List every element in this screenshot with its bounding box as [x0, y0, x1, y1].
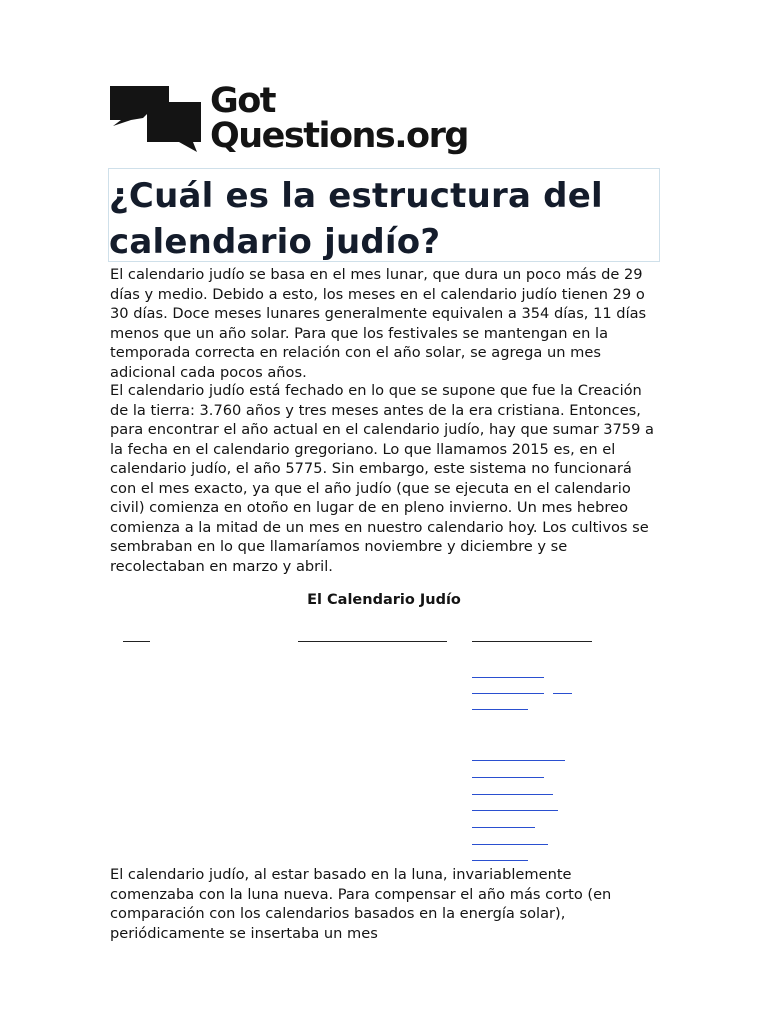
paragraph-3: El calendario judío, al estar basado en la luna, invariablemente comenzaba con la luna nueva. Para compensar el año más corto (en comparación con los calendarios basados en la energía solar), periódicamente se insertaba un mes: [110, 866, 612, 942]
link-underline[interactable]: [472, 709, 528, 710]
logo-line-questions: Questions.org: [210, 116, 468, 156]
link-underline[interactable]: [472, 810, 558, 811]
link-underline[interactable]: [472, 777, 544, 778]
logo-line-got: Got: [210, 81, 276, 121]
table-header-2: [298, 641, 447, 642]
link-underline[interactable]: [472, 677, 544, 678]
link-underline[interactable]: [472, 794, 553, 795]
table-header-1: [123, 641, 150, 642]
calendar-heading: El Calendario Judío: [307, 592, 461, 608]
table-header-3: [472, 641, 592, 642]
link-underline[interactable]: [472, 844, 548, 845]
page-title: ¿Cuál es la estructura del calendario judío?: [109, 176, 603, 262]
link-underline[interactable]: [553, 693, 572, 694]
logo-wordmark: [210, 81, 468, 156]
link-underline[interactable]: [472, 693, 544, 694]
paragraph-1: El calendario judío se basa en el mes lunar, que dura un poco más de 29 días y medio. Debido a esto, los meses en el calendario judío tienen 29 o 30 días. Doce meses lunares generalmente equivalen a 354 días, 11 días menos que un año solar. Para que los festivales se mantengan en la temporada correcta en relación con el año solar, se agrega un mes adicional cada pocos años.: [110, 266, 647, 381]
speech-bubbles-icon: [109, 84, 201, 152]
link-underline[interactable]: [472, 760, 565, 761]
title-box: [108, 168, 660, 262]
link-underline[interactable]: [472, 827, 535, 828]
gotquestions-logo[interactable]: [109, 81, 509, 160]
paragraph-2: El calendario judío está fechado en lo que se supone que fue la Creación de la tierra: 3.760 años y tres meses antes de la era cristiana. Entonces, para encontrar el año actual en el calendario judío, hay que sumar 3759 a la fecha en el calendario gregoriano. Lo que llamamos 2015 es, en el calendario judío, el año 5775. Sin embargo, este sistema no funcionará con el mes exacto, ya que el año judío (que se ejecuta en el calendario civil) comienza en otoño en lugar de en pleno invierno. Un mes hebreo comienza a la mitad de un mes en nuestro calendario hoy. Los cultivos se sembraban en lo que llamaríamos noviembre y diciembre y se recolectaban en marzo y abril.: [110, 382, 654, 575]
link-underline[interactable]: [472, 860, 528, 861]
